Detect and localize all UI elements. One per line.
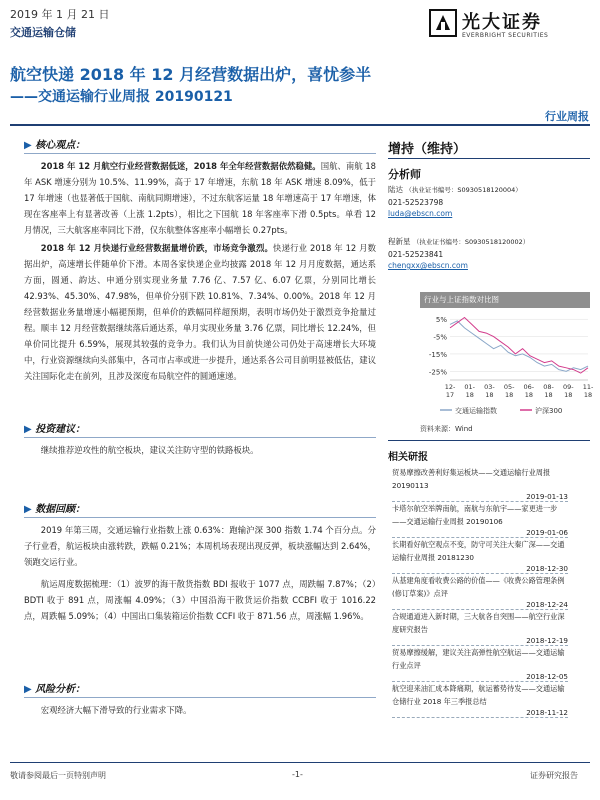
y-tick-label: -25% (428, 368, 447, 377)
analyst-phone: 021-52523798 (388, 198, 444, 207)
analyst-2 (388, 236, 590, 270)
related-report-link[interactable]: 从基建角度看收费公路的价值——《收费公路管理条例(修订草案)》点评 (392, 576, 565, 598)
footer-disclaimer: 敬请参阅最后一页特别声明 (10, 771, 106, 780)
analyst-email-link[interactable]: luda@ebscn.com (388, 209, 453, 218)
analyst-phone: 021-52523841 (388, 250, 444, 259)
core-view-heading: ▶ 核心观点： (24, 140, 86, 151)
legend-label: 交通运输指数 (455, 407, 497, 415)
x-tick-label: 18 (524, 391, 533, 399)
section-divider (24, 437, 376, 438)
data-paragraph-1: 2019 年第三周，交通运输行业指数上涨 0.63%：跑输沪深 300 指数 1.74 个百分点。分子行业看，航运板块由涨转跌，跌幅 0.21%；本周机场表现出现反弹，板块涨幅达到 2.64%，领跑交运行业。 (24, 525, 376, 567)
related-report-link[interactable]: 卡塔尔航空举牌南航，南航与东航宇——家更进一步——交通运输行业周报 20190106 (392, 504, 558, 526)
x-tick-label: 18 (465, 391, 474, 399)
related-report-link[interactable]: 长期看好航空观点不变，防守可关注大秦广深——交通运输行业周报 20181230 (392, 540, 565, 562)
index-comparison-chart (420, 310, 594, 422)
section-divider (24, 153, 376, 154)
risk-text: 宏观经济大幅下滑导致的行业需求下降。 (40, 705, 192, 715)
core-view-section (24, 136, 376, 384)
core-paragraph-2: 2018 年 12 月快递行业经营数据量增价跌，市场竞争激烈。快递行业 2018 年 12 月数据出炉，高速增长伴随单价下滑。本周各家快递企业均披露 2018 年 12 月月度数据，通达系方面，圆通、韵达、申通分别实现业务量 7.76 亿、7.57 亿、6.07 亿票，分别同比增长 42.93%、45.30%、47.98%，但单价分别下跌 10.81%、7.34%、0.00%。2018 年 12 月经营数据业务量增速小幅褪预期，但单价的跌幅同样超预期，表明市场仍处于激烈竞争抢量过程。顺丰 12 月经营数据继续落后通达系，单月实现业务量 3.76 亿票，同比增长 12.24%，但单价同比提升 6.59%，展现其较强的竞争力。我们认为目前快递公司仍处于高速增长大环境中，行业资源继续向头部集中，各司市占率或进一步提升，通达系各公司目前明显被低估，建议关注国际化走在前列，且涉及深度布局航空件的圆通速递。 (24, 243, 376, 381)
related-separator (392, 717, 568, 718)
x-tick-label: 18 (505, 391, 514, 399)
x-tick-label: 11- (582, 383, 594, 391)
analyst-cert: （执业证书编号：S0930518120004） (405, 186, 522, 194)
x-tick-label: 01- (464, 383, 476, 391)
logo-mark-icon (428, 8, 458, 38)
core-paragraph-1: 2018 年 12 月航空行业经营数据低迷，2018 年全年经营数据依然稳健。国航、南航 18 年 ASK 增速分别为 10.5%、11.99%，高于 17 年增速，东航 18 年 ASK 增速 8.09%，低于 17 年增速（也显著低于国航、南航同期增速），不过东航客运量 18 年增速高于 17 年增速，体现在客座率上有显著改善（上涨 1.2pts），相比之下国航 18 年客座率下滑 0.5pts。单看 12 月情况，三大航客座率同比下滑，仅东航整体客座率小幅增长 0.27pts。 (24, 161, 376, 235)
invest-heading: ▶ 投资建议： (24, 424, 86, 435)
y-tick-label: -5% (433, 333, 447, 342)
logo-cn-text: 光大证券 (462, 12, 542, 33)
chart-source: 资料来源：Wind (420, 425, 473, 433)
analyst-heading: 分析师 (388, 168, 421, 181)
x-tick-label: 05- (503, 383, 515, 391)
page-number: -1- (292, 770, 303, 779)
related-report-date: 2018-11-12 (526, 708, 568, 717)
header-rule (10, 124, 590, 126)
report-date: 2019 年 1 月 21 日 (10, 8, 110, 21)
x-tick-label: 03- (484, 383, 495, 391)
x-tick-label: 18 (583, 391, 593, 399)
y-tick-label: 5% (435, 316, 447, 325)
x-tick-label: 18 (564, 391, 573, 399)
page-subtitle: ——交通运输行业周报 20190121 (10, 89, 233, 105)
risk-heading: ▶ 风险分析： (24, 684, 86, 695)
analyst-name: 程新星 (388, 237, 411, 246)
x-tick-label: 09- (562, 383, 574, 391)
x-tick-label: 08- (543, 383, 554, 391)
footer-rule (10, 762, 590, 763)
data-paragraph-2: 航运周度数据梳理：（1）波罗的海干散货指数 BDI 报收于 1077 点，周跌幅 7.87%；（2）BDTI 收于 891 点，周涨幅 4.09%；（3）中国沿海干散货运价指数 CCBFI 收于 1016.22 点，周跌幅 5.09%；（4）中国出口集装箱运价指数 CCFI 收于 871.56 点，周涨幅 1.96%。 (24, 579, 376, 621)
rating: 增持（维持） (388, 142, 467, 157)
analyst-email-link[interactable]: chengxx@ebscn.com (388, 261, 468, 270)
x-tick-label: 06- (523, 383, 535, 391)
x-tick-label: 18 (544, 391, 553, 399)
x-tick-label: 12- (444, 383, 456, 391)
section-divider (24, 697, 376, 698)
related-rule (388, 440, 590, 441)
related-report-link[interactable]: 合规通道进入新时期，三大航各自突围——航空行业深度研究报告 (392, 612, 565, 634)
page-title: 航空快递 2018 年 12 月经营数据出炉，喜忧参半 (10, 65, 372, 84)
series-line-1 (450, 318, 588, 374)
related-report-link[interactable]: 贸易摩擦缓解，建议关注高弹性航空航运——交通运输行业点评 (392, 648, 565, 670)
industry-category: 交通运输仓储 (10, 26, 76, 39)
related-report-link[interactable]: 航空迎来油汇成本降痛期，航运蓄势待发——交通运输仓储行业 2018 年三季报总结 (392, 684, 565, 706)
x-tick-label: 18 (485, 391, 494, 399)
y-tick-label: -15% (428, 350, 447, 359)
chart-caption: 行业与上证指数对比图 (420, 292, 590, 308)
x-tick-label: 17 (445, 391, 455, 399)
related-report-date: 2018-12-19 (526, 636, 568, 645)
related-report-date: 2018-12-30 (526, 564, 568, 573)
analyst-cert: （执业证书编号：S0930518120002） (412, 238, 530, 246)
related-list (392, 466, 568, 718)
related-heading: 相关研报 (388, 452, 428, 463)
related-report-link[interactable]: 贸易摩擦改善利好集运板块——交通运输行业周报 20190113 (392, 468, 551, 490)
invest-text: 继续推荐逆攻性的航空板块，建议关注防守型的铁路板块。 (40, 445, 259, 455)
section-divider (24, 517, 376, 518)
series-line-0 (450, 321, 588, 371)
footer-label: 证券研究报告 (530, 771, 578, 780)
invest-section (24, 420, 376, 458)
legend-label: 沪深300 (535, 407, 563, 415)
analyst-name: 陆达 (388, 185, 403, 194)
report-type-tag: 行业周报 (545, 110, 589, 123)
risk-section (24, 680, 376, 718)
rating-rule (388, 158, 590, 159)
logo-en-text: EVERBRIGHT SECURITIES (462, 32, 549, 39)
related-report-date: 2018-12-05 (526, 672, 568, 681)
data-review-heading: ▶ 数据回顾： (24, 504, 86, 515)
related-report-date: 2018-12-24 (526, 600, 568, 609)
related-report-date: 2019-01-13 (526, 492, 568, 501)
data-review-section (24, 500, 376, 624)
related-report-date: 2019-01-06 (526, 528, 568, 537)
analyst-1 (388, 184, 590, 218)
brand-logo (428, 8, 588, 44)
